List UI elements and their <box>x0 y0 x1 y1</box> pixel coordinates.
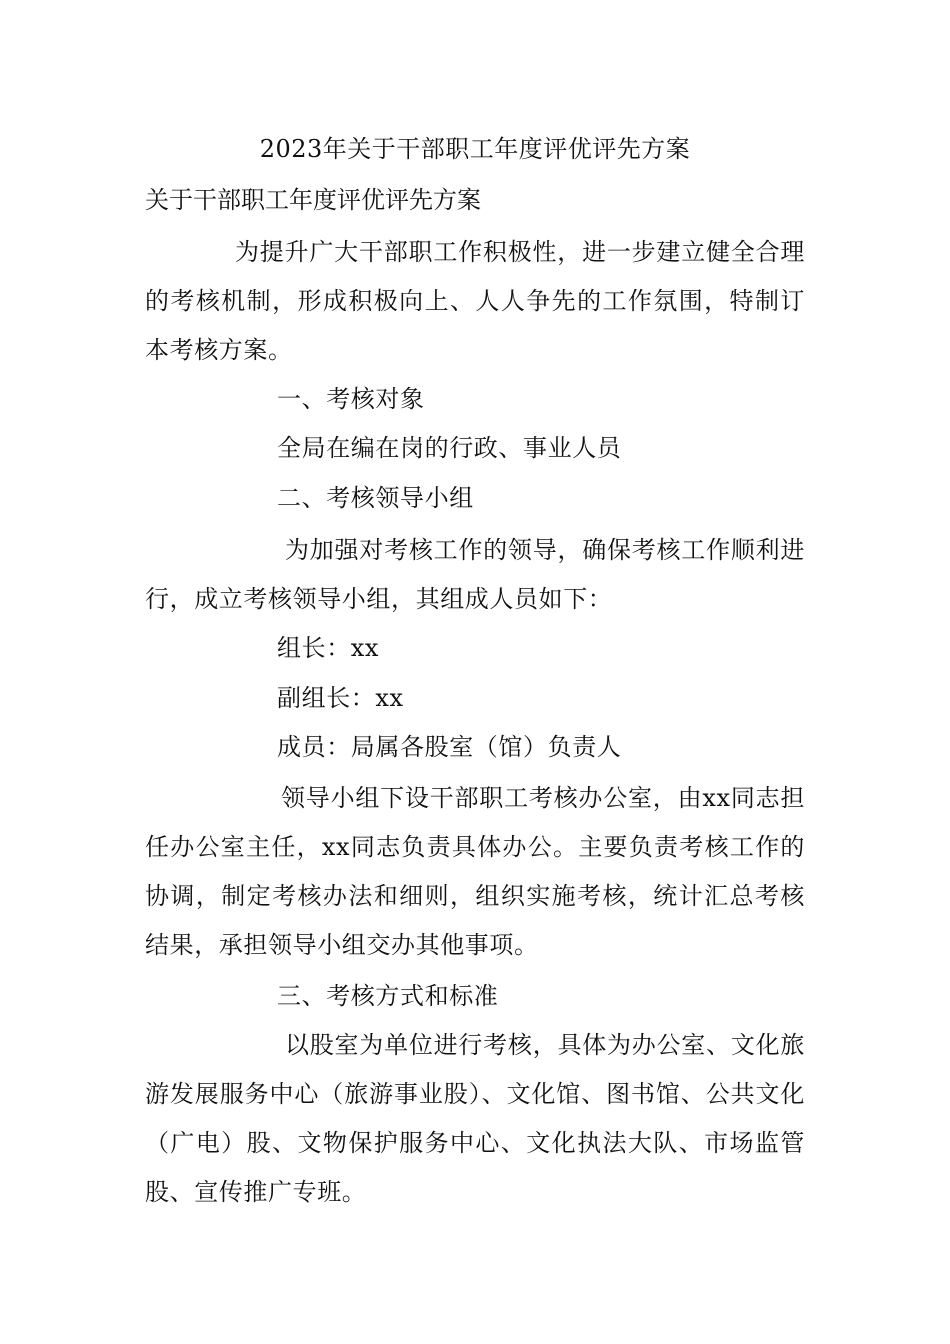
intro-paragraph: 为提升广大干部职工作积极性，进一步建立健全合理的考核机制，形成积极向上、人人争先的工作氛围，特制订本考核方案。 <box>145 238 805 364</box>
section-heading-2: 二、考核领导小组 <box>277 484 474 512</box>
section-body-1: 全局在编在岗的行政、事业人员 <box>277 434 622 462</box>
leader-line: 组长：xx <box>277 634 380 662</box>
document-subtitle: 关于干部职工年度评优评先方案 <box>145 186 481 214</box>
section-heading-1: 一、考核对象 <box>277 385 425 413</box>
document-title: 2023年关于干部职工年度评优评先方案 <box>259 135 691 163</box>
office-paragraph: 领导小组下设干部职工考核办公室，由xx同志担任办公室主任，xx同志负责具体办公。主要负责考核工作的协调，制定考核办法和细则，组织实施考核，统计汇总考核结果，承担领导小组交办其他事项。 <box>145 784 805 959</box>
section-heading-3: 三、考核方式和标准 <box>277 982 499 1010</box>
members-line: 成员：局属各股室（馆）负责人 <box>277 733 622 761</box>
deputy-leader-line: 副组长：xx <box>277 684 404 712</box>
section-body-3: 以股室为单位进行考核，具体为办公室、文化旅游发展服务中心（旅游事业股）、文化馆、图书馆、公共文化（广电）股、文物保护服务中心、文化执法大队、市场监管股、宣传推广专班。 <box>145 1031 805 1206</box>
section-body-2: 为加强对考核工作的领导，确保考核工作顺利进行，成立考核领导小组，其组成人员如下： <box>145 536 805 613</box>
